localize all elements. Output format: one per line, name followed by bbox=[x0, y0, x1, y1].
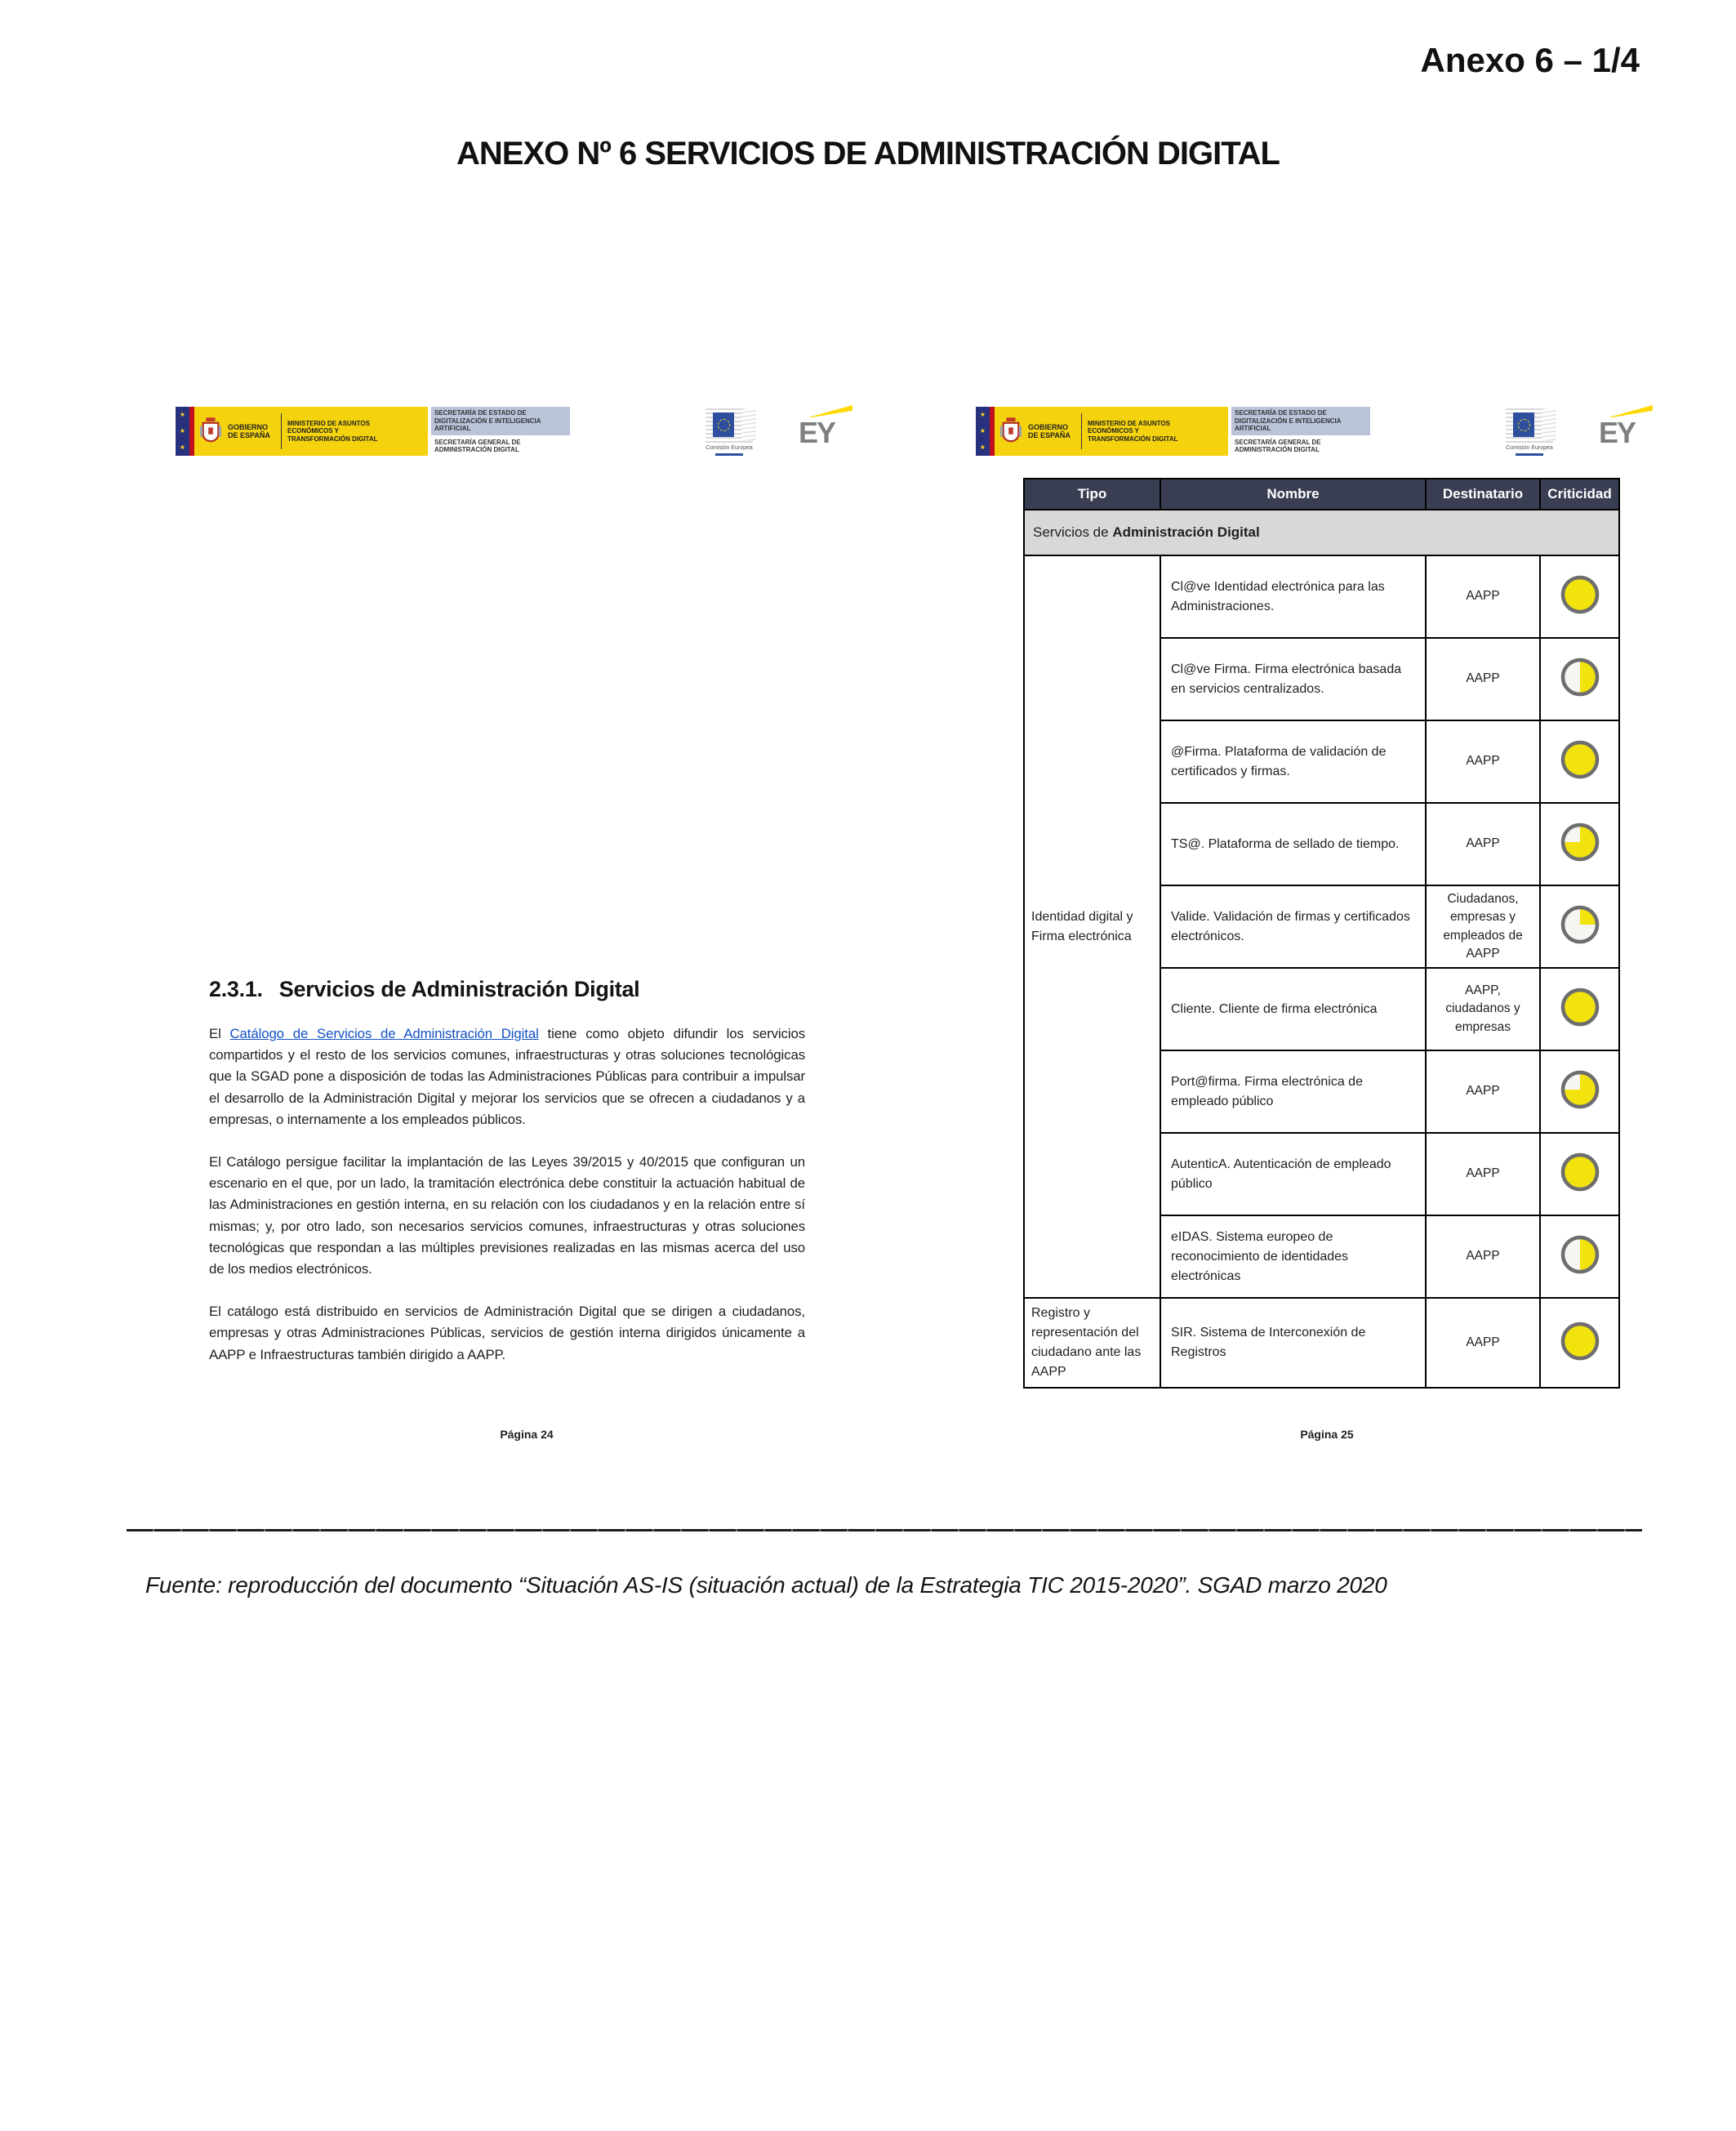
criticidad-cell bbox=[1540, 803, 1619, 885]
nombre-cell: Cl@ve Identidad electrónica para las Administraciones. bbox=[1160, 555, 1426, 638]
destinatario-cell: AAPP bbox=[1426, 638, 1540, 720]
criticidad-cell bbox=[1540, 555, 1619, 638]
criticidad-pie-icon bbox=[1559, 903, 1601, 946]
european-commission-logo bbox=[1501, 407, 1558, 456]
criticidad-cell bbox=[1540, 1215, 1619, 1298]
criticidad-pie-icon bbox=[1559, 1320, 1601, 1362]
table-section-row bbox=[1024, 510, 1619, 555]
tipo-cell: Identidad digital y Firma electrónica bbox=[1024, 555, 1160, 1298]
paragraph-1 bbox=[209, 1023, 805, 1130]
nombre-cell: Cl@ve Firma. Firma electrónica basada en servicios centralizados. bbox=[1160, 638, 1426, 720]
logo-divider bbox=[281, 413, 282, 449]
criticidad-pie-icon bbox=[1559, 738, 1601, 781]
ey-logo bbox=[1599, 405, 1653, 447]
criticidad-pie-icon bbox=[1559, 1233, 1601, 1276]
gobierno-espana-logo bbox=[976, 407, 1228, 456]
gobierno-espana-logo bbox=[176, 407, 428, 456]
secretaria-block bbox=[1231, 407, 1370, 454]
tipo-cell: Registro y representación del ciudadano ante las AAPP bbox=[1024, 1298, 1160, 1388]
ministerio-label: MINISTERIO DE ASUNTOS ECONÓMICOS Y TRANSFORMACIÓN DIGITAL bbox=[287, 419, 378, 443]
criticidad-cell bbox=[1540, 1133, 1619, 1215]
paragraph-1-lead: El bbox=[209, 1026, 230, 1041]
destinatario-cell: AAPP bbox=[1426, 1050, 1540, 1133]
secretaria-estado-label: SECRETARÍA DE ESTADO DE DIGITALIZACIÓN E INTELIGENCIA ARTIFICIAL bbox=[1231, 407, 1370, 435]
section-text bbox=[209, 977, 805, 1387]
column-header: Nombre bbox=[1160, 479, 1426, 510]
section-number: 2.3.1. bbox=[209, 977, 263, 1001]
gobierno-yellow-band bbox=[995, 407, 1228, 456]
nombre-cell: TS@. Plataforma de sellado de tiempo. bbox=[1160, 803, 1426, 885]
nombre-cell: AutenticA. Autenticación de empleado público bbox=[1160, 1133, 1426, 1215]
divider-line bbox=[127, 1529, 1642, 1531]
criticidad-pie-icon bbox=[1559, 1151, 1601, 1193]
ministerio-label: MINISTERIO DE ASUNTOS ECONÓMICOS Y TRANSFORMACIÓN DIGITAL bbox=[1088, 419, 1178, 443]
column-header: Tipo bbox=[1024, 479, 1160, 510]
logo-divider bbox=[1081, 413, 1082, 449]
section-heading bbox=[209, 977, 805, 1002]
destinatario-cell: AAPP, ciudadanos y empresas bbox=[1426, 968, 1540, 1050]
criticidad-pie-icon bbox=[1559, 656, 1601, 698]
eu-flag-icon bbox=[713, 412, 734, 437]
destinatario-cell: AAPP bbox=[1426, 555, 1540, 638]
spain-coat-of-arms-icon bbox=[199, 417, 222, 446]
nombre-cell: SIR. Sistema de Interconexión de Registros bbox=[1160, 1298, 1426, 1388]
table-row bbox=[1024, 555, 1619, 638]
european-commission-logo bbox=[701, 407, 758, 456]
nombre-cell: eIDAS. Sistema europeo de reconocimiento de identidades electrónicas bbox=[1160, 1215, 1426, 1298]
page-title: ANEXO Nº 6 SERVICIOS DE ADMINISTRACIÓN DIGITAL bbox=[456, 136, 1280, 172]
nombre-cell: Cliente. Cliente de firma electrónica bbox=[1160, 968, 1426, 1050]
secretaria-estado-label: SECRETARÍA DE ESTADO DE DIGITALIZACIÓN E INTELIGENCIA ARTIFICIAL bbox=[431, 407, 570, 435]
table-body bbox=[1024, 510, 1619, 1388]
criticidad-cell bbox=[1540, 1050, 1619, 1133]
nombre-cell: Port@firma. Firma electrónica de empleado público bbox=[1160, 1050, 1426, 1133]
criticidad-cell bbox=[1540, 720, 1619, 803]
table-header-row bbox=[1024, 479, 1619, 510]
logo-row bbox=[171, 405, 884, 479]
ey-label: EY bbox=[799, 416, 835, 449]
criticidad-pie-icon bbox=[1559, 986, 1601, 1028]
paragraph-3: El catálogo está distribuido en servicios de Administración Digital que se dirigen a ciudadanos, empresas y otras Administraciones Públicas, servicios de gestión interna dirigidos únicamente a AAPP e Infraestructuras también dirigido a AAPP. bbox=[209, 1304, 805, 1362]
catalogo-link[interactable]: Catálogo de Servicios de Administración Digital bbox=[229, 1026, 539, 1041]
paragraph-2: El Catálogo persigue facilitar la implantación de las Leyes 39/2015 y 40/2015 que configuran un escenario en el que, por un lado, la tramitación electrónica debe constituir la actuación habitual de las Administraciones en gestión interna, en su relación con los ciudadanos y en la relación entre sí mismas; y, por otro lado, son necesarios servicios comunes, infraestructuras y otras soluciones tecnológicas que respondan a las múltiples previsiones realizadas en las mismas acerca del uso de los medios electrónicos. bbox=[209, 1154, 805, 1277]
criticidad-cell bbox=[1540, 638, 1619, 720]
destinatario-cell: AAPP bbox=[1426, 1298, 1540, 1388]
destinatario-cell: AAPP bbox=[1426, 803, 1540, 885]
ec-caption: Comisión Europea bbox=[706, 445, 753, 451]
ey-logo bbox=[799, 405, 852, 447]
ec-caption: Comisión Europea bbox=[1506, 445, 1553, 451]
destinatario-cell: AAPP bbox=[1426, 1133, 1540, 1215]
eu-flag-icon bbox=[1513, 412, 1534, 437]
paragraph-1-body: tiene como objeto difundir los servicios compartidos y el resto de los servicios comunes, infraestructuras y otras soluciones tecnológicas que la SGAD pone a disposición de todas las Administraciones Públicas para contribuir a impulsar el desarrollo de la Administración Digital y mejorar los servicios que se ofrecen a ciudadanos y a empresas, o internamente a los empleados públicos. bbox=[209, 1026, 805, 1127]
scanned-page-24 bbox=[171, 405, 884, 1467]
ec-underline bbox=[1516, 453, 1543, 456]
secretaria-general-label: SECRETARÍA GENERAL DE ADMINISTRACIÓN DIGITAL bbox=[434, 438, 521, 454]
annex-page-label: Anexo 6 – 1/4 bbox=[1420, 41, 1640, 79]
eu-stars-strip-icon: ★ ★ ★ bbox=[176, 407, 189, 456]
column-header: Criticidad bbox=[1540, 479, 1619, 510]
destinatario-cell: Ciudadanos, empresas y empleados de AAPP bbox=[1426, 885, 1540, 968]
ec-building-icon bbox=[706, 407, 753, 443]
eu-stars-strip-icon: ★ ★ ★ bbox=[976, 407, 990, 456]
destinatario-cell: AAPP bbox=[1426, 720, 1540, 803]
destinatario-cell: AAPP bbox=[1426, 1215, 1540, 1298]
gobierno-label: GOBIERNO DE ESPAÑA bbox=[228, 422, 270, 439]
criticidad-cell bbox=[1540, 968, 1619, 1050]
secretaria-general-label: SECRETARÍA GENERAL DE ADMINISTRACIÓN DIGITAL bbox=[1235, 438, 1321, 454]
nombre-cell: Valide. Validación de firmas y certificados electrónicos. bbox=[1160, 885, 1426, 968]
gobierno-yellow-band bbox=[194, 407, 428, 456]
ey-label: EY bbox=[1599, 416, 1636, 449]
page-number-25: Página 25 bbox=[1300, 1428, 1354, 1441]
spain-coat-of-arms-icon bbox=[999, 417, 1022, 446]
secretaria-block bbox=[431, 407, 570, 454]
gobierno-label: GOBIERNO DE ESPAÑA bbox=[1028, 422, 1071, 439]
table-section-label: Servicios de Administración Digital bbox=[1024, 510, 1619, 555]
nombre-cell: @Firma. Plataforma de validación de certificados y firmas. bbox=[1160, 720, 1426, 803]
ec-building-icon bbox=[1506, 407, 1553, 443]
logo-row bbox=[972, 405, 1684, 479]
page-number-24: Página 24 bbox=[500, 1428, 554, 1441]
ec-underline bbox=[715, 453, 743, 456]
criticidad-cell bbox=[1540, 1298, 1619, 1388]
scanned-page-25 bbox=[972, 405, 1684, 1467]
table-row bbox=[1024, 1298, 1619, 1388]
criticidad-pie-icon bbox=[1559, 821, 1601, 863]
criticidad-pie-icon bbox=[1559, 573, 1601, 616]
criticidad-cell bbox=[1540, 885, 1619, 968]
criticidad-pie-icon bbox=[1559, 1068, 1601, 1111]
source-note: Fuente: reproducción del documento “Situación AS-IS (situación actual) de la Estrategia TIC 2015-2020”. SGAD marzo 2020 bbox=[145, 1572, 1387, 1598]
section-title: Servicios de Administración Digital bbox=[278, 977, 640, 1001]
column-header: Destinatario bbox=[1426, 479, 1540, 510]
criticidad-table bbox=[1023, 478, 1620, 1389]
